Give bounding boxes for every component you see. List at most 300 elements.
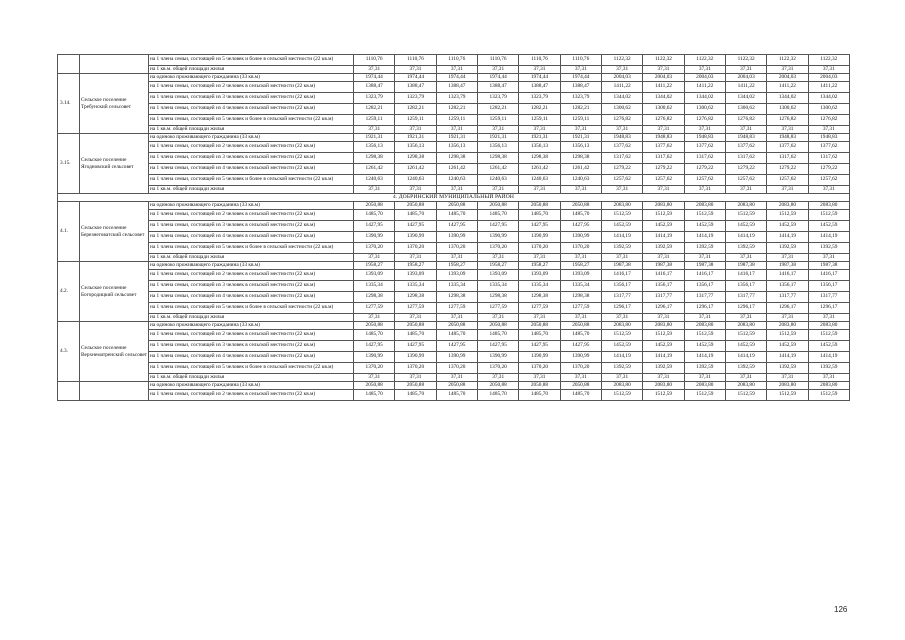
value-cell: 1512,59 xyxy=(643,330,684,341)
value-cell: 1427,95 xyxy=(436,341,477,352)
value-cell: 1427,95 xyxy=(519,221,560,232)
value-cell: 1485,70 xyxy=(395,210,436,221)
value-cell: 37,31 xyxy=(477,186,518,194)
value-cell: 1958,27 xyxy=(560,262,601,270)
value-cell: 1485,70 xyxy=(354,390,395,401)
value-cell: 1974,44 xyxy=(560,74,601,82)
value-cell: 1356,13 xyxy=(354,142,395,153)
value-cell: 1261,42 xyxy=(354,164,395,175)
norm-description: на 1 кв.м. общей площади жилья xyxy=(149,374,354,382)
value-cell: 37,31 xyxy=(601,314,642,322)
value-cell: 1298,38 xyxy=(560,292,601,303)
value-cell: 1987,38 xyxy=(684,262,725,270)
value-cell: 1259,11 xyxy=(477,115,518,126)
value-cell: 1427,95 xyxy=(436,221,477,232)
norm-description: на 1 члена семьи, состоящей из 5 человек и более в сельской местности (22 кв.м) xyxy=(149,363,354,374)
value-cell: 1317,62 xyxy=(601,153,642,164)
value-cell: 1277,59 xyxy=(477,303,518,314)
table-row xyxy=(58,374,850,382)
value-cell: 2050,88 xyxy=(477,202,518,210)
value-cell: 1390,99 xyxy=(519,352,560,363)
value-cell: 1356,17 xyxy=(643,281,684,292)
value-cell: 1370,20 xyxy=(519,363,560,374)
norm-description: на 1 члена семьи, состоящей из 4 человек в сельской местности (22 кв.м) xyxy=(149,292,354,303)
value-cell: 37,31 xyxy=(601,374,642,382)
value-cell: 1257,62 xyxy=(725,175,766,186)
norm-description: на одиноко проживающего гражданина (33 кв.м) xyxy=(149,134,354,142)
value-cell: 1414,19 xyxy=(601,352,642,363)
value-cell: 1948,83 xyxy=(601,134,642,142)
value-cell: 1485,70 xyxy=(560,330,601,341)
value-cell: 1356,13 xyxy=(477,142,518,153)
value-cell: 1390,99 xyxy=(354,232,395,243)
value-cell: 1298,38 xyxy=(436,292,477,303)
value-cell: 2050,88 xyxy=(477,322,518,330)
value-cell: 1122,32 xyxy=(601,55,642,66)
value-cell: 1298,38 xyxy=(395,153,436,164)
norm-description: на 1 члена семьи, состоящей из 5 человек и более в сельской местности (22 кв.м) xyxy=(149,175,354,186)
value-cell: 1416,17 xyxy=(808,270,849,281)
value-cell: 1452,59 xyxy=(601,341,642,352)
value-cell: 1356,13 xyxy=(436,142,477,153)
value-cell: 37,31 xyxy=(684,314,725,322)
value-cell: 1485,70 xyxy=(519,210,560,221)
value-cell: 1512,59 xyxy=(684,330,725,341)
value-cell: 1921,31 xyxy=(436,134,477,142)
value-cell: 1427,95 xyxy=(477,221,518,232)
value-cell: 2050,88 xyxy=(395,322,436,330)
table-row xyxy=(58,243,850,254)
table-row xyxy=(58,382,850,390)
value-cell: 1987,38 xyxy=(601,262,642,270)
value-cell: 37,31 xyxy=(560,314,601,322)
value-cell: 1257,62 xyxy=(684,175,725,186)
value-cell: 1317,77 xyxy=(725,292,766,303)
value-cell: 1414,19 xyxy=(808,232,849,243)
value-cell: 1300,62 xyxy=(643,104,684,115)
value-cell: 1257,62 xyxy=(643,175,684,186)
settlement-code: 3.15. xyxy=(58,134,80,194)
value-cell: 2083,80 xyxy=(643,202,684,210)
value-cell: 1370,20 xyxy=(560,363,601,374)
value-cell: 37,31 xyxy=(684,186,725,194)
value-cell: 37,31 xyxy=(519,126,560,134)
norm-description: на 1 члена семьи, состоящей из 2 человек в сельской местности (22 кв.м) xyxy=(149,210,354,221)
table-row xyxy=(58,363,850,374)
value-cell: 37,31 xyxy=(684,126,725,134)
norm-description: на 1 члена семьи, состоящей из 5 человек и более в сельской местности (22 кв.м) xyxy=(149,115,354,126)
value-cell: 1452,59 xyxy=(725,341,766,352)
value-cell: 1317,62 xyxy=(684,153,725,164)
value-cell: 1414,19 xyxy=(643,232,684,243)
value-cell: 1452,59 xyxy=(808,221,849,232)
value-cell: 1414,19 xyxy=(601,232,642,243)
value-cell: 1393,09 xyxy=(519,270,560,281)
value-cell: 1282,21 xyxy=(436,104,477,115)
table-row xyxy=(58,202,850,210)
value-cell: 1282,21 xyxy=(395,104,436,115)
value-cell: 1122,32 xyxy=(684,55,725,66)
value-cell: 1485,70 xyxy=(560,390,601,401)
value-cell: 37,31 xyxy=(684,66,725,74)
value-cell: 1452,59 xyxy=(601,221,642,232)
value-cell: 2050,88 xyxy=(354,382,395,390)
value-cell: 1414,19 xyxy=(684,352,725,363)
value-cell: 1110,76 xyxy=(354,55,395,66)
value-cell: 2083,80 xyxy=(725,202,766,210)
value-cell: 1948,83 xyxy=(643,134,684,142)
value-cell: 1335,34 xyxy=(560,281,601,292)
value-cell: 1392,59 xyxy=(767,363,808,374)
norm-description: на 1 члена семьи, состоящей из 3 человек в сельской местности (22 кв.м) xyxy=(149,221,354,232)
norm-description: на 1 кв.м. общей площади жилья xyxy=(149,186,354,194)
settlement-code: 3.14. xyxy=(58,74,80,134)
value-cell: 1257,62 xyxy=(601,175,642,186)
value-cell: 1323,79 xyxy=(519,93,560,104)
value-cell: 1485,70 xyxy=(436,330,477,341)
value-cell: 37,31 xyxy=(808,126,849,134)
value-cell: 1370,20 xyxy=(436,243,477,254)
value-cell: 1958,27 xyxy=(477,262,518,270)
norm-description: на одиноко проживающего гражданина (33 кв.м) xyxy=(149,262,354,270)
table-row xyxy=(58,153,850,164)
value-cell: 1296,17 xyxy=(684,303,725,314)
value-cell: 37,31 xyxy=(560,254,601,262)
value-cell: 1298,38 xyxy=(477,153,518,164)
value-cell: 2083,80 xyxy=(684,322,725,330)
value-cell: 1259,11 xyxy=(519,115,560,126)
value-cell: 37,31 xyxy=(436,126,477,134)
value-cell: 37,31 xyxy=(643,254,684,262)
value-cell: 1921,31 xyxy=(519,134,560,142)
value-cell: 37,31 xyxy=(808,314,849,322)
value-cell: 37,31 xyxy=(767,314,808,322)
value-cell: 1485,70 xyxy=(519,390,560,401)
value-cell: 1277,59 xyxy=(436,303,477,314)
value-cell: 1512,59 xyxy=(601,330,642,341)
value-cell: 37,31 xyxy=(767,126,808,134)
value-cell: 1370,20 xyxy=(354,243,395,254)
value-cell: 37,31 xyxy=(643,66,684,74)
value-cell: 37,31 xyxy=(725,186,766,194)
value-cell: 1370,20 xyxy=(436,363,477,374)
value-cell: 1261,42 xyxy=(436,164,477,175)
value-cell: 1485,70 xyxy=(354,210,395,221)
value-cell: 1277,59 xyxy=(354,303,395,314)
value-cell: 2050,88 xyxy=(395,382,436,390)
value-cell: 37,31 xyxy=(354,314,395,322)
value-cell: 1485,70 xyxy=(395,330,436,341)
value-cell: 1317,62 xyxy=(808,153,849,164)
value-cell: 1974,44 xyxy=(477,74,518,82)
value-cell: 1296,17 xyxy=(643,303,684,314)
norm-description: на одиноко проживающего гражданина (33 кв.м) xyxy=(149,322,354,330)
value-cell: 37,31 xyxy=(725,66,766,74)
value-cell: 37,31 xyxy=(601,254,642,262)
value-cell: 2083,80 xyxy=(601,202,642,210)
value-cell: 37,31 xyxy=(767,186,808,194)
settlement-code xyxy=(58,55,80,74)
table-row xyxy=(58,221,850,232)
value-cell: 1344,02 xyxy=(643,93,684,104)
value-cell: 2004,03 xyxy=(601,74,642,82)
value-cell: 1240,63 xyxy=(395,175,436,186)
value-cell: 37,31 xyxy=(395,186,436,194)
value-cell: 1240,63 xyxy=(477,175,518,186)
settlement-name: Сельское поселение Березнеговатский сельсовет xyxy=(80,202,149,262)
norm-description: на 1 члена семьи, состоящей из 3 человек в сельской местности (22 кв.м) xyxy=(149,281,354,292)
value-cell: 1240,63 xyxy=(436,175,477,186)
value-cell: 1987,38 xyxy=(808,262,849,270)
value-cell: 1452,59 xyxy=(725,221,766,232)
value-cell: 1370,20 xyxy=(354,363,395,374)
value-cell: 2004,03 xyxy=(808,74,849,82)
value-cell: 1452,59 xyxy=(643,341,684,352)
value-cell: 1958,27 xyxy=(436,262,477,270)
table-row xyxy=(58,390,850,401)
value-cell: 1974,44 xyxy=(436,74,477,82)
norm-description: на 1 члена семьи, состоящей из 4 человек в сельской местности (22 кв.м) xyxy=(149,352,354,363)
norm-description: на 1 члена семьи, состоящей из 5 человек и более в сельской местности (22 кв.м) xyxy=(149,55,354,66)
value-cell: 37,31 xyxy=(436,374,477,382)
table-row xyxy=(58,186,850,194)
value-cell: 1377,62 xyxy=(767,142,808,153)
value-cell: 1370,20 xyxy=(477,363,518,374)
value-cell: 2050,88 xyxy=(477,382,518,390)
page-number: 126 xyxy=(834,605,848,614)
value-cell: 1370,20 xyxy=(519,243,560,254)
value-cell: 1390,99 xyxy=(354,352,395,363)
value-cell: 37,31 xyxy=(395,314,436,322)
table-row xyxy=(58,330,850,341)
value-cell: 1392,59 xyxy=(808,363,849,374)
norm-description: на 1 кв.м. общей площади жилья xyxy=(149,126,354,134)
value-cell: 37,31 xyxy=(767,66,808,74)
settlement-name: Сельское поселение Верхнематренский сельсовет xyxy=(80,322,149,382)
value-cell: 1392,59 xyxy=(601,243,642,254)
value-cell: 1958,27 xyxy=(519,262,560,270)
value-cell: 1279,22 xyxy=(601,164,642,175)
value-cell: 1279,22 xyxy=(643,164,684,175)
value-cell: 1276,82 xyxy=(767,115,808,126)
value-cell: 2050,88 xyxy=(560,202,601,210)
value-cell: 1276,82 xyxy=(808,115,849,126)
value-cell: 1452,59 xyxy=(684,341,725,352)
document-page xyxy=(57,54,849,401)
value-cell: 1279,22 xyxy=(808,164,849,175)
table-row xyxy=(58,270,850,281)
value-cell: 1240,63 xyxy=(560,175,601,186)
value-cell: 1388,47 xyxy=(354,82,395,93)
value-cell: 1948,83 xyxy=(808,134,849,142)
value-cell: 37,31 xyxy=(519,374,560,382)
value-cell: 1344,02 xyxy=(767,93,808,104)
value-cell: 1122,32 xyxy=(643,55,684,66)
value-cell: 1512,59 xyxy=(601,210,642,221)
table-row xyxy=(58,82,850,93)
value-cell: 1390,99 xyxy=(395,352,436,363)
value-cell: 2050,88 xyxy=(519,322,560,330)
value-cell: 1921,31 xyxy=(354,134,395,142)
value-cell: 1377,62 xyxy=(684,142,725,153)
value-cell: 1377,62 xyxy=(808,142,849,153)
value-cell: 1323,79 xyxy=(395,93,436,104)
value-cell: 37,31 xyxy=(643,126,684,134)
value-cell: 1298,38 xyxy=(395,292,436,303)
value-cell: 1512,59 xyxy=(725,330,766,341)
value-cell: 1282,21 xyxy=(354,104,395,115)
settlement-code: 4.1. xyxy=(58,202,80,262)
value-cell: 1452,59 xyxy=(767,341,808,352)
value-cell: 1282,21 xyxy=(560,104,601,115)
value-cell: 1298,38 xyxy=(560,153,601,164)
value-cell: 1411,22 xyxy=(601,82,642,93)
value-cell: 1452,59 xyxy=(684,221,725,232)
value-cell: 37,31 xyxy=(519,186,560,194)
value-cell: 2083,80 xyxy=(643,382,684,390)
value-cell: 37,31 xyxy=(519,254,560,262)
value-cell: 37,31 xyxy=(477,126,518,134)
value-cell: 1261,42 xyxy=(477,164,518,175)
value-cell: 1416,17 xyxy=(601,270,642,281)
value-cell: 1300,62 xyxy=(601,104,642,115)
value-cell: 37,31 xyxy=(354,126,395,134)
value-cell: 1416,17 xyxy=(684,270,725,281)
value-cell: 1485,70 xyxy=(436,390,477,401)
value-cell: 1356,13 xyxy=(395,142,436,153)
value-cell: 2083,80 xyxy=(601,382,642,390)
value-cell: 2050,88 xyxy=(354,322,395,330)
value-cell: 1427,95 xyxy=(395,221,436,232)
value-cell: 1276,82 xyxy=(643,115,684,126)
value-cell: 1427,95 xyxy=(395,341,436,352)
value-cell: 2083,80 xyxy=(767,322,808,330)
value-cell: 1377,62 xyxy=(643,142,684,153)
table-body xyxy=(58,55,850,401)
table-row xyxy=(58,66,850,74)
value-cell: 1390,99 xyxy=(560,232,601,243)
norm-description: на 1 члена семьи, состоящей из 4 человек в сельской местности (22 кв.м) xyxy=(149,104,354,115)
table-row xyxy=(58,210,850,221)
value-cell: 1240,63 xyxy=(354,175,395,186)
value-cell: 2050,88 xyxy=(519,382,560,390)
value-cell: 1414,19 xyxy=(767,352,808,363)
value-cell: 1240,63 xyxy=(519,175,560,186)
value-cell: 1122,32 xyxy=(767,55,808,66)
value-cell: 1414,19 xyxy=(767,232,808,243)
value-cell: 1356,13 xyxy=(560,142,601,153)
value-cell: 37,31 xyxy=(436,186,477,194)
value-cell: 37,31 xyxy=(519,66,560,74)
value-cell: 37,31 xyxy=(395,66,436,74)
value-cell: 1370,20 xyxy=(477,243,518,254)
value-cell: 37,31 xyxy=(519,314,560,322)
value-cell: 1948,83 xyxy=(684,134,725,142)
norm-description: на 1 члена семьи, состоящей из 5 человек и более в сельской местности (22 кв.м) xyxy=(149,243,354,254)
value-cell: 37,31 xyxy=(808,254,849,262)
value-cell: 1987,38 xyxy=(643,262,684,270)
value-cell: 37,31 xyxy=(436,314,477,322)
value-cell: 1317,77 xyxy=(767,292,808,303)
value-cell: 1257,62 xyxy=(808,175,849,186)
value-cell: 1279,22 xyxy=(684,164,725,175)
value-cell: 1485,70 xyxy=(436,210,477,221)
value-cell: 1356,17 xyxy=(808,281,849,292)
value-cell: 1512,59 xyxy=(643,210,684,221)
value-cell: 2050,88 xyxy=(436,202,477,210)
settlement-name: Сельское поселение Богородицкий сельсовет xyxy=(80,262,149,322)
table-row xyxy=(58,254,850,262)
value-cell: 1388,47 xyxy=(395,82,436,93)
value-cell: 1390,99 xyxy=(436,352,477,363)
value-cell: 1392,59 xyxy=(601,363,642,374)
value-cell: 1485,70 xyxy=(560,210,601,221)
value-cell: 1388,47 xyxy=(436,82,477,93)
norm-description: на 1 члена семьи, состоящей из 2 человек в сельской местности (22 кв.м) xyxy=(149,330,354,341)
value-cell: 1298,38 xyxy=(436,153,477,164)
table-row xyxy=(58,164,850,175)
value-cell: 1110,76 xyxy=(560,55,601,66)
value-cell: 37,31 xyxy=(767,254,808,262)
table-row xyxy=(58,314,850,322)
norm-description: на 1 члена семьи, состоящей из 2 человек в сельской местности (22 кв.м) xyxy=(149,390,354,401)
value-cell: 1259,11 xyxy=(395,115,436,126)
value-cell: 1411,22 xyxy=(643,82,684,93)
value-cell: 37,31 xyxy=(560,186,601,194)
norm-description: на одиноко проживающего гражданина (33 кв.м) xyxy=(149,202,354,210)
value-cell: 1122,32 xyxy=(725,55,766,66)
value-cell: 37,31 xyxy=(354,66,395,74)
value-cell: 37,31 xyxy=(684,254,725,262)
value-cell: 37,31 xyxy=(436,66,477,74)
value-cell: 1276,82 xyxy=(725,115,766,126)
value-cell: 1414,19 xyxy=(725,352,766,363)
value-cell: 37,31 xyxy=(808,186,849,194)
price-table xyxy=(57,54,850,401)
value-cell: 1392,59 xyxy=(725,243,766,254)
value-cell: 37,31 xyxy=(560,66,601,74)
value-cell: 1335,34 xyxy=(395,281,436,292)
value-cell: 1279,22 xyxy=(767,164,808,175)
value-cell: 1390,99 xyxy=(395,232,436,243)
value-cell: 1317,77 xyxy=(643,292,684,303)
norm-description: на 1 члена семьи, состоящей из 2 человек в сельской местности (22 кв.м) xyxy=(149,270,354,281)
value-cell: 1317,62 xyxy=(767,153,808,164)
value-cell: 1110,76 xyxy=(519,55,560,66)
norm-description: на одиноко проживающего гражданина (33 кв.м) xyxy=(149,382,354,390)
table-row xyxy=(58,341,850,352)
table-row xyxy=(58,292,850,303)
value-cell: 2050,88 xyxy=(560,382,601,390)
value-cell: 37,31 xyxy=(560,126,601,134)
value-cell: 37,31 xyxy=(395,374,436,382)
value-cell: 1974,44 xyxy=(519,74,560,82)
value-cell: 37,31 xyxy=(808,374,849,382)
norm-description: на 1 члена семьи, состоящей из 3 человек в сельской местности (22 кв.м) xyxy=(149,93,354,104)
value-cell: 1277,59 xyxy=(519,303,560,314)
value-cell: 1257,62 xyxy=(767,175,808,186)
value-cell: 37,31 xyxy=(725,374,766,382)
value-cell: 1987,38 xyxy=(725,262,766,270)
value-cell: 37,31 xyxy=(725,254,766,262)
value-cell: 1261,42 xyxy=(395,164,436,175)
value-cell: 37,31 xyxy=(560,374,601,382)
table-row xyxy=(58,281,850,292)
value-cell: 1370,20 xyxy=(395,243,436,254)
value-cell: 2050,88 xyxy=(395,202,436,210)
value-cell: 37,31 xyxy=(354,374,395,382)
value-cell: 1388,47 xyxy=(560,82,601,93)
